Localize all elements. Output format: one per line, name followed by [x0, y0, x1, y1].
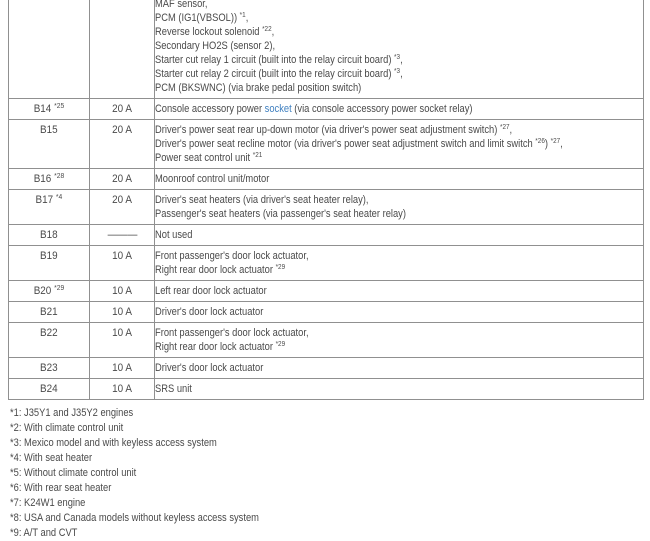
circuits-cell — [155, 379, 644, 400]
circuit-line: Passenger's seat heaters (via passenger's seat heater relay) — [155, 208, 406, 220]
footnote-marker: *22 — [262, 24, 272, 33]
fuse-number-cell — [9, 99, 90, 120]
circuit-line: Driver's power seat recline motor (via driver's power seat adjustment switch and limit switch $^{*26}$) $^{*27}$, — [155, 136, 563, 150]
fuse-number-label: B22 — [40, 327, 58, 339]
circuit-line: Reverse lockout solenoid $^{*22}$, — [155, 24, 275, 38]
circuits-cell — [155, 190, 644, 225]
circuit-line: Front passenger's door lock actuator, — [155, 250, 309, 262]
circuits-cell — [155, 225, 644, 246]
fuse-number-cell — [9, 379, 90, 400]
circuit-line: PCM (IG1(VBSOL)) $^{*1}$, — [155, 10, 249, 24]
footnote-marker: *29 — [275, 262, 286, 271]
footnote: *6: With rear seat heater — [10, 482, 112, 494]
circuits-cell — [155, 323, 644, 358]
fuse-number-cell — [9, 281, 90, 302]
fuse-number-cell — [9, 0, 90, 99]
footnote-marker: *3 — [394, 66, 401, 75]
footnote-marker: *27 — [550, 136, 561, 145]
circuits-cell — [155, 302, 644, 323]
amperage-cell — [90, 99, 155, 120]
footnote: *4: With seat heater — [10, 452, 93, 464]
amperage-label: ——— — [107, 229, 137, 241]
fuse-number-label: B14 $^{*25}$ — [33, 101, 65, 115]
amperage-cell — [90, 0, 155, 99]
footnote-marker: *28 — [54, 171, 65, 180]
fuse-number-label: B15 — [40, 124, 58, 136]
amperage-label: 20 A — [112, 124, 132, 136]
circuit-line: MAF sensor, — [155, 0, 208, 10]
amperage-label: 10 A — [112, 362, 132, 374]
table-row — [9, 225, 644, 246]
footnote-list — [8, 400, 644, 541]
circuit-line: Driver's power seat rear up-down motor (via driver's power seat adjustment switch) $^{*27}$, — [155, 122, 513, 136]
amperage-label: 10 A — [112, 306, 132, 318]
circuits-cell — [155, 246, 644, 281]
fuse-number-cell — [9, 120, 90, 169]
table-row — [9, 323, 644, 358]
table-row — [9, 246, 644, 281]
amperage-label: 20 A — [112, 194, 132, 206]
table-row — [9, 190, 644, 225]
fuse-table — [8, 0, 644, 400]
fuse-number-cell — [9, 190, 90, 225]
socket-link[interactable]: socket — [264, 103, 292, 115]
circuits-cell — [155, 99, 644, 120]
footnote-marker: *4 — [55, 192, 63, 201]
fuse-number-cell — [9, 246, 90, 281]
circuit-line: SRS unit — [155, 383, 192, 395]
fuse-number-label: B21 — [40, 306, 58, 318]
circuit-line: Driver's door lock actuator — [155, 362, 264, 374]
table-row — [9, 302, 644, 323]
fuse-number-label: B20 $^{*29}$ — [33, 283, 65, 297]
fuse-number-label: B19 — [40, 250, 58, 262]
footnote-marker: *27 — [499, 122, 510, 131]
amperage-label: 10 A — [112, 327, 132, 339]
table-row — [9, 0, 644, 99]
footnote-marker: *21 — [252, 150, 263, 159]
fuse-number-cell — [9, 169, 90, 190]
footnote-marker: *1 — [239, 10, 246, 19]
amperage-cell — [90, 169, 155, 190]
amperage-cell — [90, 120, 155, 169]
circuit-line: Left rear door lock actuator — [155, 285, 267, 297]
circuits-cell — [155, 358, 644, 379]
footnote-marker: *29 — [275, 339, 286, 348]
circuit-line: Starter cut relay 1 circuit (built into the relay circuit board) $^{*3}$, — [155, 52, 403, 66]
circuit-line: Power seat control unit $^{*21}$ — [155, 150, 263, 164]
circuit-line: PCM (BKSWNC) (via brake pedal position switch) — [155, 82, 362, 94]
table-row — [9, 99, 644, 120]
circuit-line: Right rear door lock actuator $^{*29}$ — [155, 262, 286, 276]
circuit-line: Not used — [155, 229, 193, 241]
circuit-line: Right rear door lock actuator $^{*29}$ — [155, 339, 286, 353]
circuit-line: Driver's seat heaters (via driver's seat heater relay), — [155, 194, 369, 206]
footnote: *9: A/T and CVT — [10, 527, 78, 539]
fuse-number-label: B18 — [40, 229, 58, 241]
circuit-line: Driver's door lock actuator — [155, 306, 264, 318]
footnote-marker: *29 — [54, 283, 65, 292]
circuit-line: Starter cut relay 2 circuit (built into the relay circuit board) $^{*3}$, — [155, 66, 403, 80]
amperage-cell — [90, 379, 155, 400]
table-row — [9, 379, 644, 400]
footnote: *8: USA and Canada models without keyless access system — [10, 512, 259, 524]
amperage-label: 20 A — [112, 103, 132, 115]
table-row — [9, 120, 644, 169]
fuse-number-cell — [9, 225, 90, 246]
table-row — [9, 169, 644, 190]
circuits-cell — [155, 281, 644, 302]
circuit-line: Secondary HO2S (sensor 2), — [155, 40, 276, 52]
amperage-cell — [90, 358, 155, 379]
fuse-number-label: B16 $^{*28}$ — [33, 171, 65, 185]
fuse-number-cell — [9, 358, 90, 379]
amperage-label: 20 A — [112, 173, 132, 185]
circuits-cell — [155, 120, 644, 169]
amperage-label: 10 A — [112, 285, 132, 297]
footnote: *5: Without climate control unit — [10, 467, 137, 479]
fuse-number-cell — [9, 323, 90, 358]
amperage-cell — [90, 190, 155, 225]
footnote: *7: K24W1 engine — [10, 497, 86, 509]
amperage-cell — [90, 225, 155, 246]
table-row — [9, 281, 644, 302]
footnote-marker: *26 — [535, 136, 545, 145]
amperage-label: 10 A — [112, 250, 132, 262]
circuits-cell — [155, 0, 644, 99]
circuit-line: Moonroof control unit/motor — [155, 173, 270, 185]
footnote: *1: J35Y1 and J35Y2 engines — [10, 407, 134, 419]
circuit-line: Console accessory power socket (via console accessory power socket relay) — [155, 103, 473, 115]
footnote: *2: With climate control unit — [10, 422, 124, 434]
footnote-marker: *3 — [394, 52, 401, 61]
page-content — [8, 0, 644, 541]
amperage-label: 10 A — [112, 383, 132, 395]
fuse-number-label: B17 $^{*4}$ — [35, 192, 63, 206]
amperage-cell — [90, 246, 155, 281]
circuits-cell — [155, 169, 644, 190]
circuit-line: Front passenger's door lock actuator, — [155, 327, 309, 339]
footnote-marker: *25 — [54, 101, 65, 110]
table-row — [9, 358, 644, 379]
amperage-cell — [90, 302, 155, 323]
amperage-cell — [90, 323, 155, 358]
amperage-cell — [90, 281, 155, 302]
footnote: *3: Mexico model and with keyless access system — [10, 437, 217, 449]
fuse-number-cell — [9, 302, 90, 323]
fuse-number-label: B23 — [40, 362, 58, 374]
fuse-number-label: B24 — [40, 383, 58, 395]
